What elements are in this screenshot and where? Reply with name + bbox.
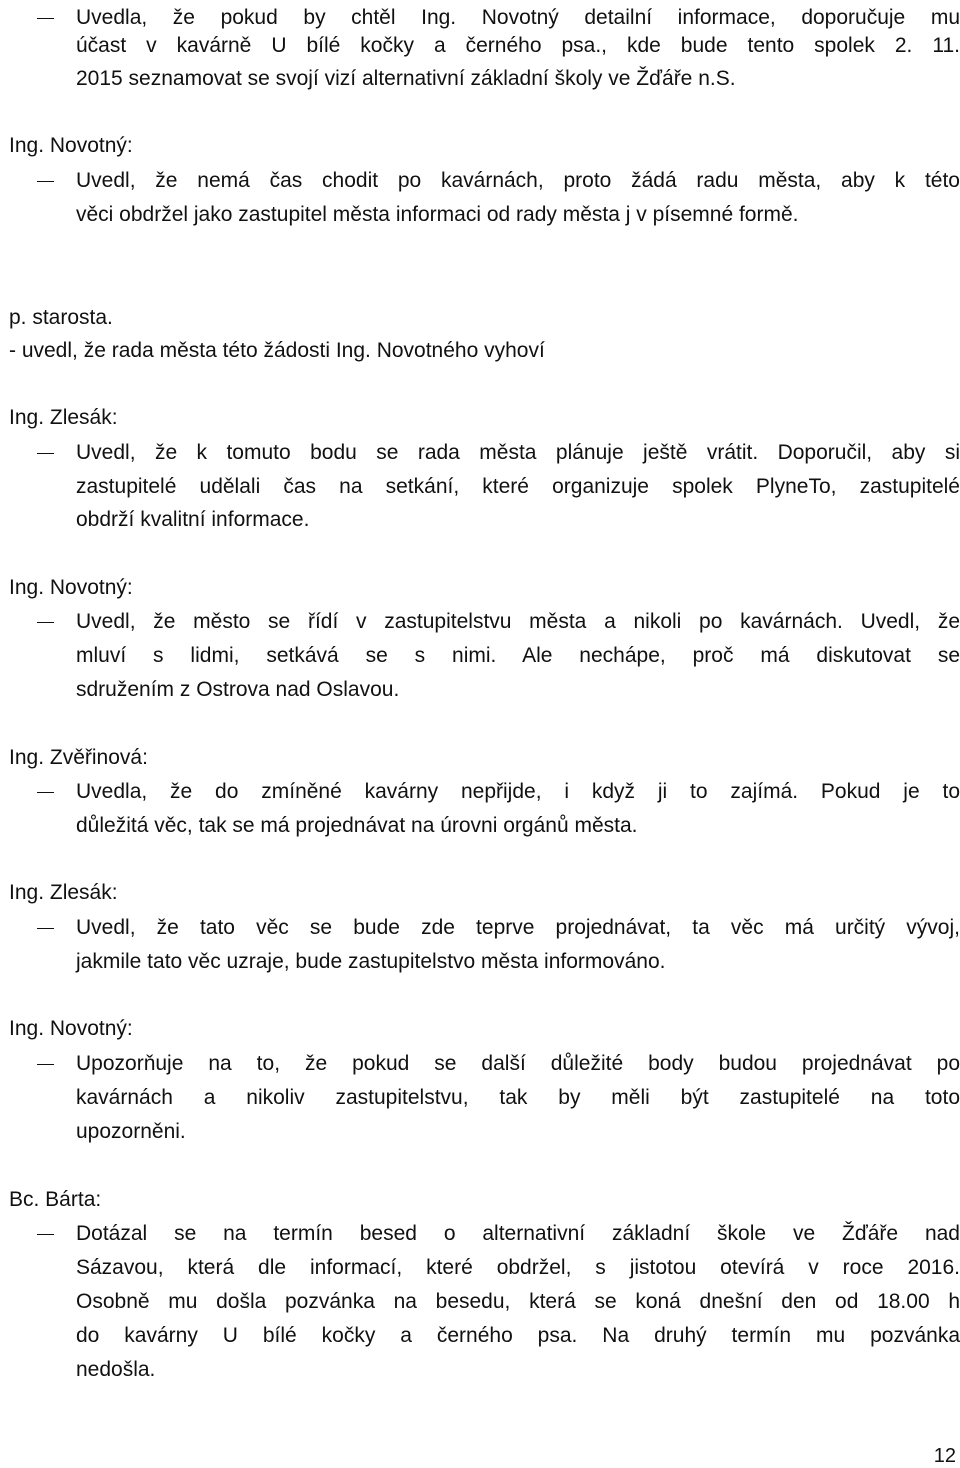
paragraph-line-row xyxy=(0,809,960,843)
paragraph-line: Uvedla, že do zmíněné kavárny nepřijde, i když ji to zajímá. Pokud je to xyxy=(76,780,960,803)
dash-bullet-icon xyxy=(37,1234,54,1235)
paragraph-line-row xyxy=(0,198,960,232)
paragraph-line-row xyxy=(0,1285,960,1319)
paragraph-line: Sázavou, která dle informací, které obdržel, s jistotou otevírá v roce 2016. xyxy=(76,1256,960,1279)
bullet-item-zlesak-development xyxy=(0,911,960,945)
speaker-heading: Ing. Zvěřinová: xyxy=(9,746,148,769)
paragraph-line: sdružením z Ostrova nad Oslavou. xyxy=(76,678,400,701)
dash-bullet-icon xyxy=(37,1064,54,1065)
paragraph-line: Dotázal se na termín besed o alternativní základní škole ve Žďáře nad xyxy=(76,1222,960,1245)
speaker-heading: p. starosta. xyxy=(9,306,113,329)
paragraph-line: účast v kavárně U bílé kočky a černého psa., kde bude tento spolek 2. 11. xyxy=(76,34,960,57)
paragraph-line-row xyxy=(0,503,960,537)
dash-bullet-icon xyxy=(37,18,54,19)
paragraph-line: Uvedl, že město se řídí v zastupitelstvu města a nikoli po kavárnách. Uvedl, že xyxy=(76,610,960,633)
paragraph-line: Upozorňuje na to, že pokud se další důležité body budou projednávat po xyxy=(76,1052,960,1075)
paragraph-line: jakmile tato věc uzraje, bude zastupitelstvo města informováno. xyxy=(76,950,666,973)
paragraph-line-row xyxy=(0,673,960,707)
paragraph-line-row xyxy=(0,1115,960,1149)
paragraph-line-row xyxy=(0,62,960,96)
speaker-heading: Ing. Novotný: xyxy=(9,134,133,157)
paragraph-line-row xyxy=(0,29,960,63)
paragraph-line: věci obdržel jako zastupitel města informaci od rady města j v písemné formě. xyxy=(76,203,799,226)
paragraph-line: Osobně mu došla pozvánka na besedu, která se koná dnešní den od 18.00 h xyxy=(76,1290,960,1313)
paragraph-line: kavárnách a nikoliv zastupitelstvu, tak by měli být zastupitelé na toto xyxy=(76,1086,960,1109)
paragraph-line: Uvedl, že tato věc se bude zde teprve projednávat, ta věc má určitý vývoj, xyxy=(76,916,960,939)
paragraph-line: důležitá věc, tak se má projednávat na úrovni orgánů města. xyxy=(76,814,638,837)
dash-bullet-icon xyxy=(37,181,54,182)
paragraph-line: zastupitelé udělali čas na setkání, které organizuje spolek PlyneTo, zastupitelé xyxy=(76,475,960,498)
speaker-heading: Ing. Zlesák: xyxy=(9,406,118,429)
dash-bullet-icon xyxy=(37,453,54,454)
bullet-item-barta-question xyxy=(0,1217,960,1251)
bullet-item-zverinova-organs xyxy=(0,775,960,809)
dash-bullet-icon xyxy=(37,792,54,793)
paragraph-line: obdrží kvalitní informace. xyxy=(76,508,310,531)
paragraph-line-row xyxy=(0,1251,960,1285)
paragraph-line-row xyxy=(0,1081,960,1115)
dash-bullet-icon xyxy=(37,622,54,623)
speaker-heading: Ing. Novotný: xyxy=(9,1017,133,1040)
paragraph-line-row xyxy=(0,1319,960,1353)
paragraph-line-row xyxy=(0,1353,960,1387)
dash-bullet-icon xyxy=(37,928,54,929)
bullet-item-zlesak-return xyxy=(0,436,960,470)
paragraph-line: do kavárny U bílé kočky a černého psa. Na druhý termín mu pozvánka xyxy=(76,1324,960,1347)
speaker-heading: Ing. Novotný: xyxy=(9,576,133,599)
paragraph-line: mluví s lidmi, setkává se s nimi. Ale nechápe, proč má diskutovat se xyxy=(76,644,960,667)
paragraph-line: nedošla. xyxy=(76,1358,156,1381)
speaker-heading: Ing. Zlesák: xyxy=(9,881,118,904)
bullet-item-novotny-council xyxy=(0,605,960,639)
speaker-heading: Bc. Bárta: xyxy=(9,1188,102,1211)
paragraph-line: Uvedla, že pokud by chtěl Ing. Novotný detailní informace, doporučuje mu xyxy=(76,6,960,29)
paragraph-line: Uvedl, že k tomuto bodu se rada města plánuje ještě vrátit. Doporučil, aby si xyxy=(76,441,960,464)
paragraph-line-row xyxy=(0,945,960,979)
bullet-item-novotny-request xyxy=(0,164,960,198)
paragraph-line: upozorněni. xyxy=(76,1120,186,1143)
page-number: 12 xyxy=(933,1445,956,1467)
paragraph-line: - uvedl, že rada města této žádosti Ing. Novotného vyhoví xyxy=(9,339,545,362)
paragraph-line: 2015 seznamovat se svojí vizí alternativní základní školy ve Žďáře n.S. xyxy=(76,67,736,90)
paragraph-line-row xyxy=(0,639,960,673)
paragraph-line-row xyxy=(0,470,960,504)
bullet-item-novotny-warning xyxy=(0,1047,960,1081)
paragraph-line: Uvedl, že nemá čas chodit po kavárnách, proto žádá radu města, aby k této xyxy=(76,169,960,192)
